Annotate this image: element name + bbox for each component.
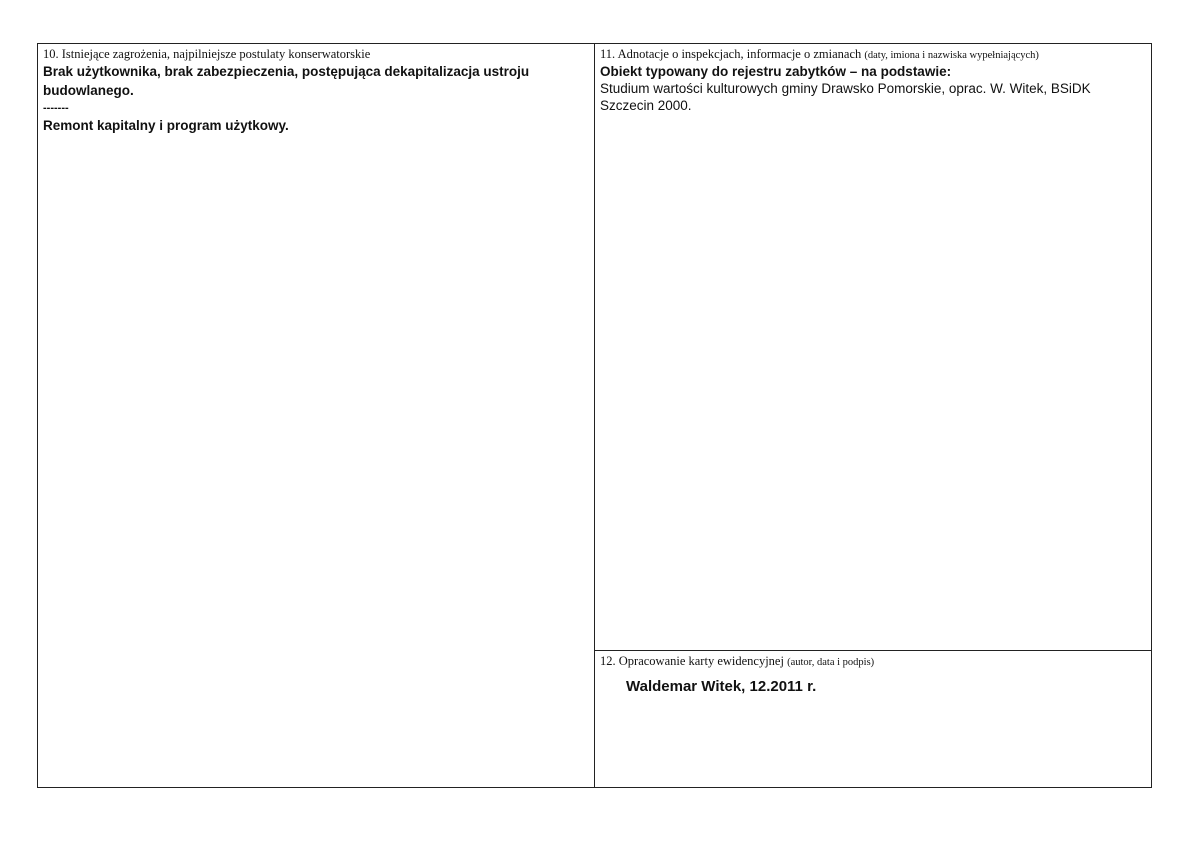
section-10-label: 10. Istniejące zagrożenia, najpilniejsze postulaty konserwatorskie bbox=[43, 47, 371, 61]
right-column bbox=[595, 44, 1151, 787]
section-12-label: 12. Opracowanie karty ewidencyjnej bbox=[600, 654, 784, 668]
separator-dashes: ------- bbox=[43, 102, 69, 114]
postulate-text: Remont kapitalny i program użytkowy. bbox=[43, 118, 289, 133]
section-11-annotations bbox=[595, 44, 1151, 651]
registry-heading: Obiekt typowany do rejestru zabytków – na podstawie: bbox=[600, 64, 952, 79]
section-10-threats bbox=[38, 44, 595, 787]
section-12-author bbox=[595, 651, 1151, 787]
section-11-label-line bbox=[600, 47, 1146, 63]
source-reference: Studium wartości kulturowych gminy Drawsko Pomorskie, oprac. W. Witek, BSiDK Szczecin 2000. bbox=[600, 81, 1091, 113]
section-11-label-note: (daty, imiona i nazwiska wypełniających) bbox=[864, 50, 1039, 61]
section-11-label: 11. Adnotacje o inspekcjach, informacje o zmianach bbox=[600, 47, 862, 61]
record-card-frame bbox=[37, 43, 1152, 788]
author-signature: Waldemar Witek, 12.2011 r. bbox=[626, 678, 817, 695]
section-12-label-line bbox=[600, 654, 1146, 670]
threat-text: Brak użytkownika, brak zabezpieczenia, postępująca dekapitalizacja ustroju budowlanego. bbox=[43, 64, 530, 98]
section-12-label-note: (autor, data i podpis) bbox=[787, 657, 875, 668]
